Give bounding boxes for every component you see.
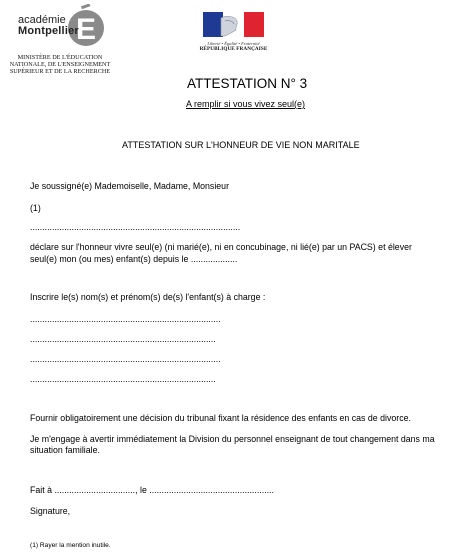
marianne-logo: [203, 12, 264, 37]
engagement-line-2: situation familiale.: [30, 445, 100, 455]
divorce-instruction: Fournir obligatoirement une décision du tribunal fixant la résidence des enfants en cas de divorce.: [30, 413, 411, 423]
academy-line1: académie: [18, 14, 66, 26]
attestation-heading: ATTESTATION SUR L'HONNEUR DE VIE NON MARITALE: [122, 140, 360, 150]
document-title: ATTESTATION N° 3: [187, 76, 308, 91]
declaration-line-1: déclare sur l'honneur vivre seul(e) (ni marié(e), ni en concubinage, ni lié(e) par un PACS) et élever: [30, 242, 412, 252]
marianne-flag-icon: [203, 12, 264, 37]
republic-motto: Liberté • Égalité • Fraternité: [207, 41, 260, 46]
child-fill-line: ............................................................................: [30, 374, 216, 384]
svg-text:E: E: [75, 13, 97, 46]
document-subtitle: A remplir si vous vivez seul(e): [186, 99, 306, 109]
declaration-line-2: seul(e) mon (ou mes) enfant(s) depuis le ...................: [30, 254, 238, 264]
footnote: (1) Rayer la mention inutile.: [30, 542, 111, 549]
child-fill-line: ..............................................................................: [30, 314, 221, 324]
place-date-line: Fait à ................................., le ...................................................: [30, 485, 274, 495]
republic-name: RÉPUBLIQUE FRANÇAISE: [199, 46, 268, 52]
academy-line2: Montpellier: [18, 25, 79, 37]
name-fill-line: ......................................................................................: [30, 222, 241, 232]
child-fill-line: ..............................................................................: [30, 354, 221, 364]
signature-label: Signature,: [30, 506, 71, 516]
children-label: Inscrire le(s) nom(s) et prénom(s) de(s) l'enfant(s) à charge :: [30, 292, 266, 302]
declarant-line: Je soussigné(e) Mademoiselle, Madame, Monsieur: [30, 181, 229, 191]
ministry-name: MINISTÈRE DE L'ÉDUCATION NATIONALE, DE L'ENSEIGNEMENT SUPÉRIEUR ET DE LA RECHERCHE: [9, 54, 111, 75]
child-fill-line: ............................................................................: [30, 334, 216, 344]
footnote-reference: (1): [30, 203, 41, 213]
engagement-line-1: Je m'engage à avertir immédiatement la Division du personnel enseignant de tout changement dans ma: [30, 434, 435, 444]
